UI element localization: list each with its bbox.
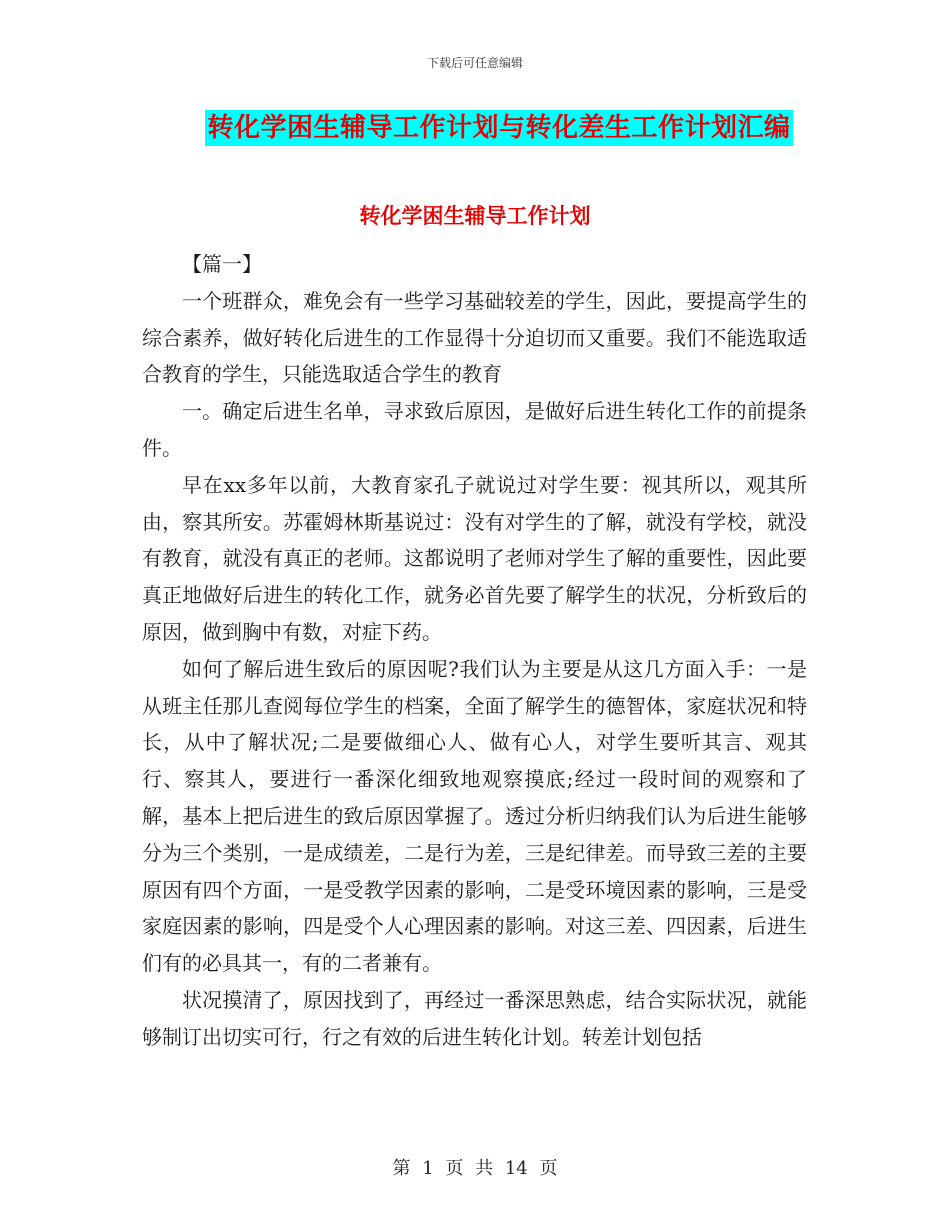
paragraph: 一。确定后进生名单，寻求致后原因，是做好后进生转化工作的前提条件。: [142, 399, 807, 460]
document-title: 转化学困生辅导工作计划与转化差生工作计划汇编: [205, 110, 792, 146]
section-title: 转化学困生辅导工作计划: [359, 203, 591, 228]
paragraph: 如何了解后进生致后的原因呢?我们认为主要是从这几方面入手：一是从班主任那儿查阅每位学生的档案，全面了解学生的德智体，家庭状况和特长，从中了解状况;二是要做细心人、做有心人，对学生要听其言、观其行、察其人，要进行一番深化细致地观察摸底;经过一段时间的观察和了解，基本上把后进生的致后原因掌握了。透过分析归纳我们认为后进生能够分为三个类别，一是成绩差，二是行为差，三是纪律差。而导致三差的主要原因有四个方面，一是受教学因素的影响，二是受环境因素的影响，三是受家庭因素的影响，四是受个人心理因素的影响。对这三差、四因素，后进生们有的必具其一，有的二者兼有。: [142, 656, 807, 976]
paragraph: 早在xx多年以前，大教育家孔子就说过对学生要：视其所以，观其所由，察其所安。苏霍姆林斯基说过：没有对学生的了解，就没有学校，就没有教育，就没有真正的老师。这都说明了老师对学生了解的重要性，因此要真正地做好后进生的转化工作，就务必首先要了解学生的状况，分析致后的原因，做到胸中有数，对症下药。: [142, 472, 807, 644]
document-title-container: [0, 110, 950, 146]
paragraph: 状况摸清了，原因找到了，再经过一番深思熟虑，结合实际状况，就能够制订出切实可行，行之有效的后进生转化计划。转差计划包括: [142, 987, 807, 1049]
header-note: 下载后可任意编辑: [426, 56, 523, 70]
document-body: [142, 246, 807, 1056]
paragraph-part-label: 【篇一】: [182, 252, 262, 276]
page-footer: 第 1 页 共 14 页: [392, 1158, 558, 1179]
paragraph: 一个班群众，难免会有一些学习基础较差的学生，因此，要提高学生的综合素养，做好转化后进生的工作显得十分迫切而又重要。我们不能选取适合教育的学生，只能选取适合学生的教育: [142, 288, 807, 387]
